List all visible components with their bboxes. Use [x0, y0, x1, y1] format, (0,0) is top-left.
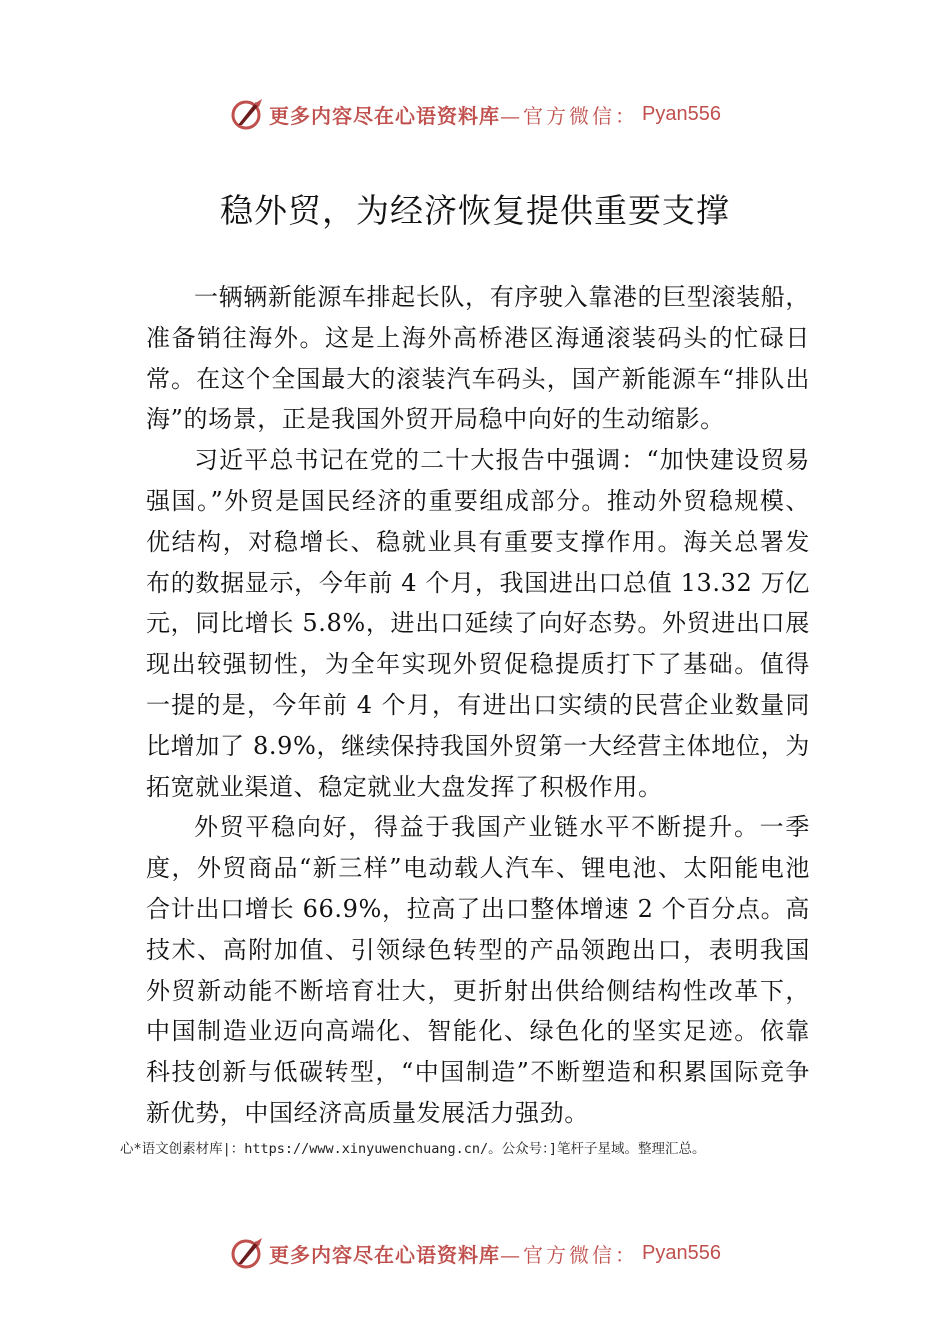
- banner-brand-text: 更多内容尽在心语资料库: [269, 103, 501, 128]
- article-title: 稳外贸，为经济恢复提供重要支撑: [220, 191, 730, 230]
- quill-pen-circle-icon: [229, 96, 265, 132]
- article-paragraph: 习近平总书记在党的二十大报告中强调：“加快建设贸易强国。”外贸是国民经济的重要组成部分。推动外贸稳规模、优结构，对稳增长、稳就业具有重要支撑作用。海关总署发布的数据显示，今年前 4 个月，我国进出口总值 13.32 万亿元，同比增长 5.8%，进出口延续了向好态势。外贸进出口展现出较强韧性，为全年实现外贸促稳提质打下了基础。值得一提的是，今年前 4 个月，有进出口实绩的民营企业数量同比增加了 8.9%，继续保持我国外贸第一大经营主体地位，为拓宽就业渠道、稳定就业大盘发挥了积极作用。: [146, 446, 810, 801]
- article-paragraph: 一辆辆新能源车排起长队，有序驶入靠港的巨型滚装船，准备销往海外。这是上海外高桥港区海通滚装码头的忙碌日常。在这个全国最大的滚装汽车码头，国产新能源车“排队出海”的场景，正是我国外贸开局稳中向好的生动缩影。: [146, 283, 810, 434]
- quill-pen-circle-icon: [229, 1235, 265, 1271]
- banner-wechat-label: —官方微信：: [500, 103, 639, 128]
- article-paragraph: 外贸平稳向好，得益于我国产业链水平不断提升。一季度，外贸商品“新三样”电动载人汽车、锂电池、太阳能电池合计出口增长 66.9%，拉高了出口整体增速 2 个百分点。高技术、高附加值、引领绿色转型的产品领跑出口，表明我国外贸新动能不断培育壮大，更折射出供给侧结构性改革下， 中国制造业迈向高端化、智能化、绿色化的坚实足迹。依靠科技创新与低碳转型，“中国制造”不断塑造和积累国际竞争新优势，中国经济高质量发展活力强劲。: [146, 813, 810, 1127]
- banner-brand-text: 更多内容尽在心语资料库: [269, 1242, 501, 1267]
- banner-wechat-id: Pyan556: [642, 102, 721, 125]
- footer-banner: [0, 1233, 950, 1273]
- banner-wechat-label: —官方微信：: [500, 1242, 639, 1267]
- header-banner: [0, 94, 950, 134]
- banner-wechat-id: Pyan556: [642, 1241, 721, 1264]
- article-body: [146, 277, 810, 1134]
- source-footnote: 心*语文创素材库|：https://www.xinyuwenchuang.cn/。公众号：]笔杆子星域。整理汇总。: [120, 1141, 706, 1157]
